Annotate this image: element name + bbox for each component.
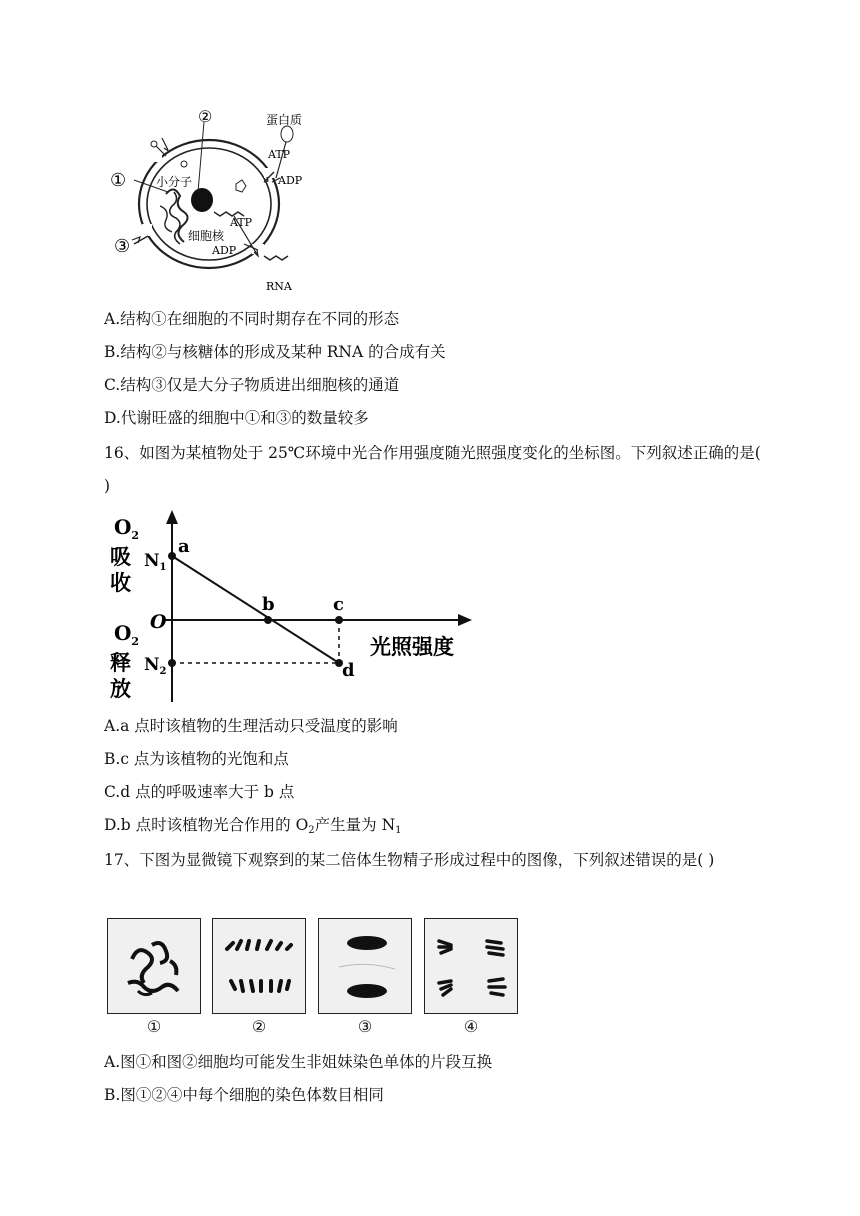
nucleus-structure-diagram <box>104 104 324 298</box>
q17-option-b: B.图①②④中每个细胞的染色体数目相同 <box>104 1086 384 1104</box>
micrograph-label-4: ④ <box>463 1017 479 1036</box>
label-rna: RNA <box>266 280 292 293</box>
q16-option-d: D.b 点时该植物光合作用的 $O_2$产生量为 $N_1$ <box>104 816 402 836</box>
label-b: b <box>262 594 275 615</box>
q16-option-b: B.c 点为该植物的光饱和点 <box>104 750 289 768</box>
x-axis-arrow <box>458 614 472 626</box>
label-c: c <box>333 594 344 615</box>
q16-option-a: A.a 点时该植物的生理活动只受温度的影响 <box>104 717 398 735</box>
label-d: d <box>342 660 355 681</box>
q15-option-b: B.结构②与核糖体的形成及某种 RNA 的合成有关 <box>104 343 446 361</box>
label-release-2: 放 <box>110 676 131 701</box>
label-small-molecule: 小分子 <box>156 175 193 189</box>
label-circled-3: ③ <box>114 236 131 257</box>
q15-option-d: D.代谢旺盛的细胞中①和③的数量较多 <box>104 409 369 427</box>
photosynthesis-graph <box>104 506 484 706</box>
point-c <box>335 616 343 624</box>
label-n1: $N_1$ <box>144 551 167 573</box>
micrograph-label-1: ① <box>146 1017 162 1036</box>
micrograph-label-2: ② <box>251 1017 267 1036</box>
label-protein: 蛋白质 <box>266 113 303 127</box>
label-adp-bottom: ADP <box>212 244 237 257</box>
rate-line <box>172 556 339 663</box>
label-atp-top: ATP <box>268 148 291 161</box>
label-release-1: 释 <box>110 650 131 675</box>
x-axis-label: 光照强度 <box>370 634 454 659</box>
label-absorb-1: 吸 <box>110 544 131 569</box>
q17-stem: 17、下图为显微镜下观察到的某二倍体生物精子形成过程中的图像，下列叙述错误的是( ) <box>104 851 715 869</box>
label-circled-1: ① <box>110 170 127 191</box>
nucleolus <box>191 188 213 212</box>
q15-option-c: C.结构③仅是大分子物质进出细胞核的通道 <box>104 376 400 394</box>
q16-option-c: C.d 点的呼吸速率大于 b 点 <box>104 783 295 801</box>
label-o2-top: $O_2$ <box>114 515 140 542</box>
protein-icon <box>281 126 293 142</box>
label-o2-bottom: $O_2$ <box>114 621 140 648</box>
y-axis-arrow <box>166 510 178 524</box>
point-n2 <box>168 659 176 667</box>
micrograph-3 <box>318 918 412 1014</box>
label-a: a <box>178 536 190 557</box>
point-b <box>264 616 272 624</box>
micrograph-2 <box>212 918 306 1014</box>
label-origin: O <box>150 611 167 633</box>
micrograph-1 <box>107 918 201 1014</box>
label-n2: $N_2$ <box>144 655 167 677</box>
point-a <box>168 552 176 560</box>
label-absorb-2: 收 <box>110 570 131 595</box>
label-circled-2: ② <box>198 107 213 126</box>
micrograph-4 <box>424 918 518 1014</box>
micrograph-label-3: ③ <box>357 1017 373 1036</box>
q16-stem: 16、如图为某植物处于 25℃环境中光合作用强度随光照强度变化的坐标图。下列叙述正确的是( ) <box>104 444 761 495</box>
q15-option-a: A.结构①在细胞的不同时期存在不同的形态 <box>104 310 400 328</box>
label-nucleus: 细胞核 <box>188 229 225 243</box>
label-atp-bottom: ATP <box>230 216 253 229</box>
q17-option-a: A.图①和图②细胞均可能发生非姐妹染色单体的片段互换 <box>104 1053 493 1071</box>
label-adp-top: ADP <box>278 174 303 187</box>
